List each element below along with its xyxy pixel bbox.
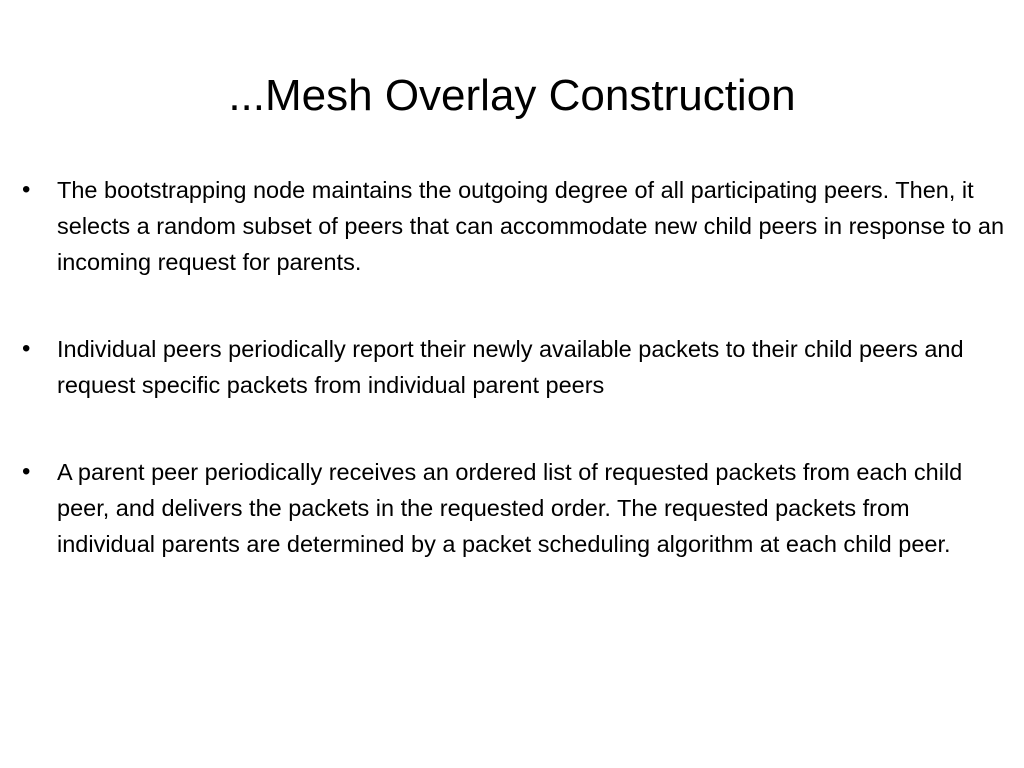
bullet-item — [22, 454, 1012, 562]
bullet-text: Individual peers periodically report their newly available packets to their child peers and request specific packets from individual parent peers — [57, 336, 964, 398]
bullet-item — [22, 331, 1012, 403]
bullet-item — [22, 172, 1012, 280]
bullet-list — [22, 172, 1012, 562]
bullet-text: The bootstrapping node maintains the outgoing degree of all participating peers. Then, it selects a random subset of peers that can accommodate new child peers in response to an incoming request for parents. — [57, 177, 1005, 275]
slide-title: ...Mesh Overlay Construction — [228, 71, 796, 120]
bullet-dot-icon: • — [22, 458, 31, 485]
bullet-dot-icon: • — [22, 335, 31, 362]
bullet-dot-icon: • — [22, 176, 31, 203]
bullet-text: A parent peer periodically receives an ordered list of requested packets from each child peer, and delivers the packets in the requested order. The requested packets from individual parents are determined by a packet scheduling algorithm at each child peer. — [57, 459, 963, 557]
